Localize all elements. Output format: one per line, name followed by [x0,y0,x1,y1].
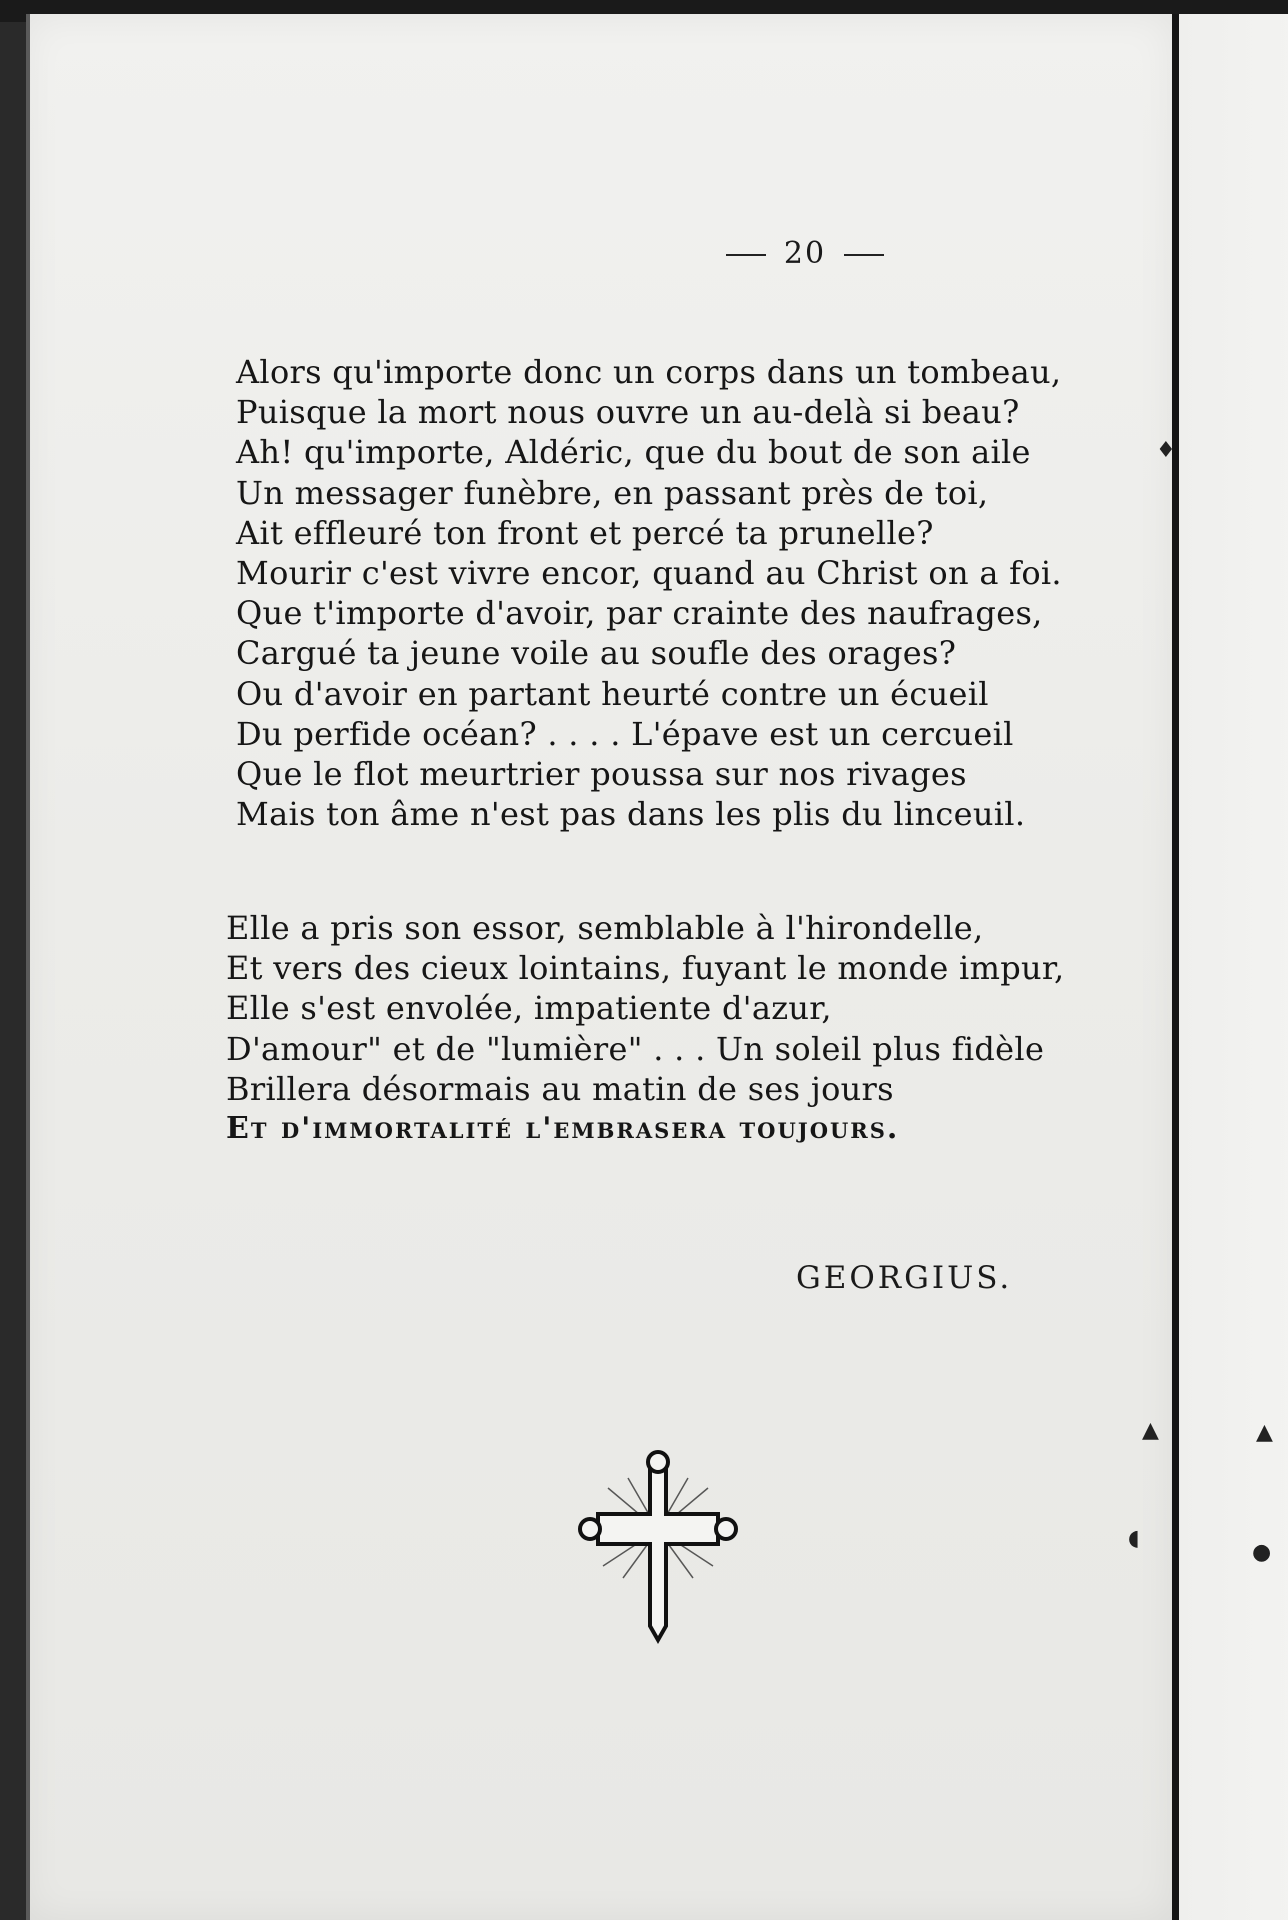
verse-line: Puisque la mort nous ouvre un au-delà si beau? [236,393,1020,432]
poem-stanza-2 [226,908,1146,1149]
page-number [700,236,910,271]
verse-line: Et vers des cieux lointains, fuyant le monde impur, [226,949,1065,988]
verse-line: Un messager funèbre, en passant près de toi, [236,473,989,512]
page-right-margin-strip [1172,14,1288,1920]
verse-line: Elle s'est envolée, impatiente d'azur, [226,989,832,1028]
verse-line: Brillera désormais au matin de ses jours [226,1069,894,1108]
verse-line: Ait effleuré ton front et percé ta prunelle? [236,513,934,552]
verse-line: D'amour" et de "lumière" . . . Un soleil plus fidèle [226,1029,1045,1068]
author-signature: GEORGIUS. [796,1260,1013,1296]
verse-line: Cargué ta jeune voile au soufle des orages? [236,634,957,673]
page-number-value: 20 [783,236,827,271]
verse-line: Du perfide océan? . . . . L'épave est un cercueil [236,714,1014,753]
verse-line-final: Et d'immortalité l'embrasera toujours. [226,1111,900,1147]
page-number-dash-right [844,254,884,256]
verse-line: Ah! qu'importe, Aldéric, que du bout de son aile [236,433,1031,472]
ink-blot-icon: ♦ [1156,438,1176,463]
ink-blot-icon: ▲ [1256,1420,1273,1445]
page-number-dash-left [726,254,766,256]
page-left-edge [26,14,30,1920]
verse-line: Alors qu'importe donc un corps dans un tombeau, [236,353,1062,391]
verse-line: Mais ton âme n'est pas dans les plis du linceuil. [236,795,1026,834]
ink-blot-icon: ● [1252,1540,1272,1565]
ink-blot-icon: ▲ [1142,1418,1159,1443]
cross-icon [568,1448,748,1648]
verse-line: Mourir c'est vivre encor, quand au Christ on a foi. [236,554,1062,593]
verse-line: Elle a pris son essor, semblable à l'hirondelle, [226,909,984,947]
verse-line: Que t'importe d'avoir, par crainte des naufrages, [236,594,1043,633]
ink-blot-icon: ◖ [1128,1526,1140,1551]
poem-stanza-1 [236,352,1156,834]
verse-line: Ou d'avoir en partant heurté contre un écueil [236,674,989,713]
verse-line: Que le flot meurtrier poussa sur nos rivages [236,755,967,794]
